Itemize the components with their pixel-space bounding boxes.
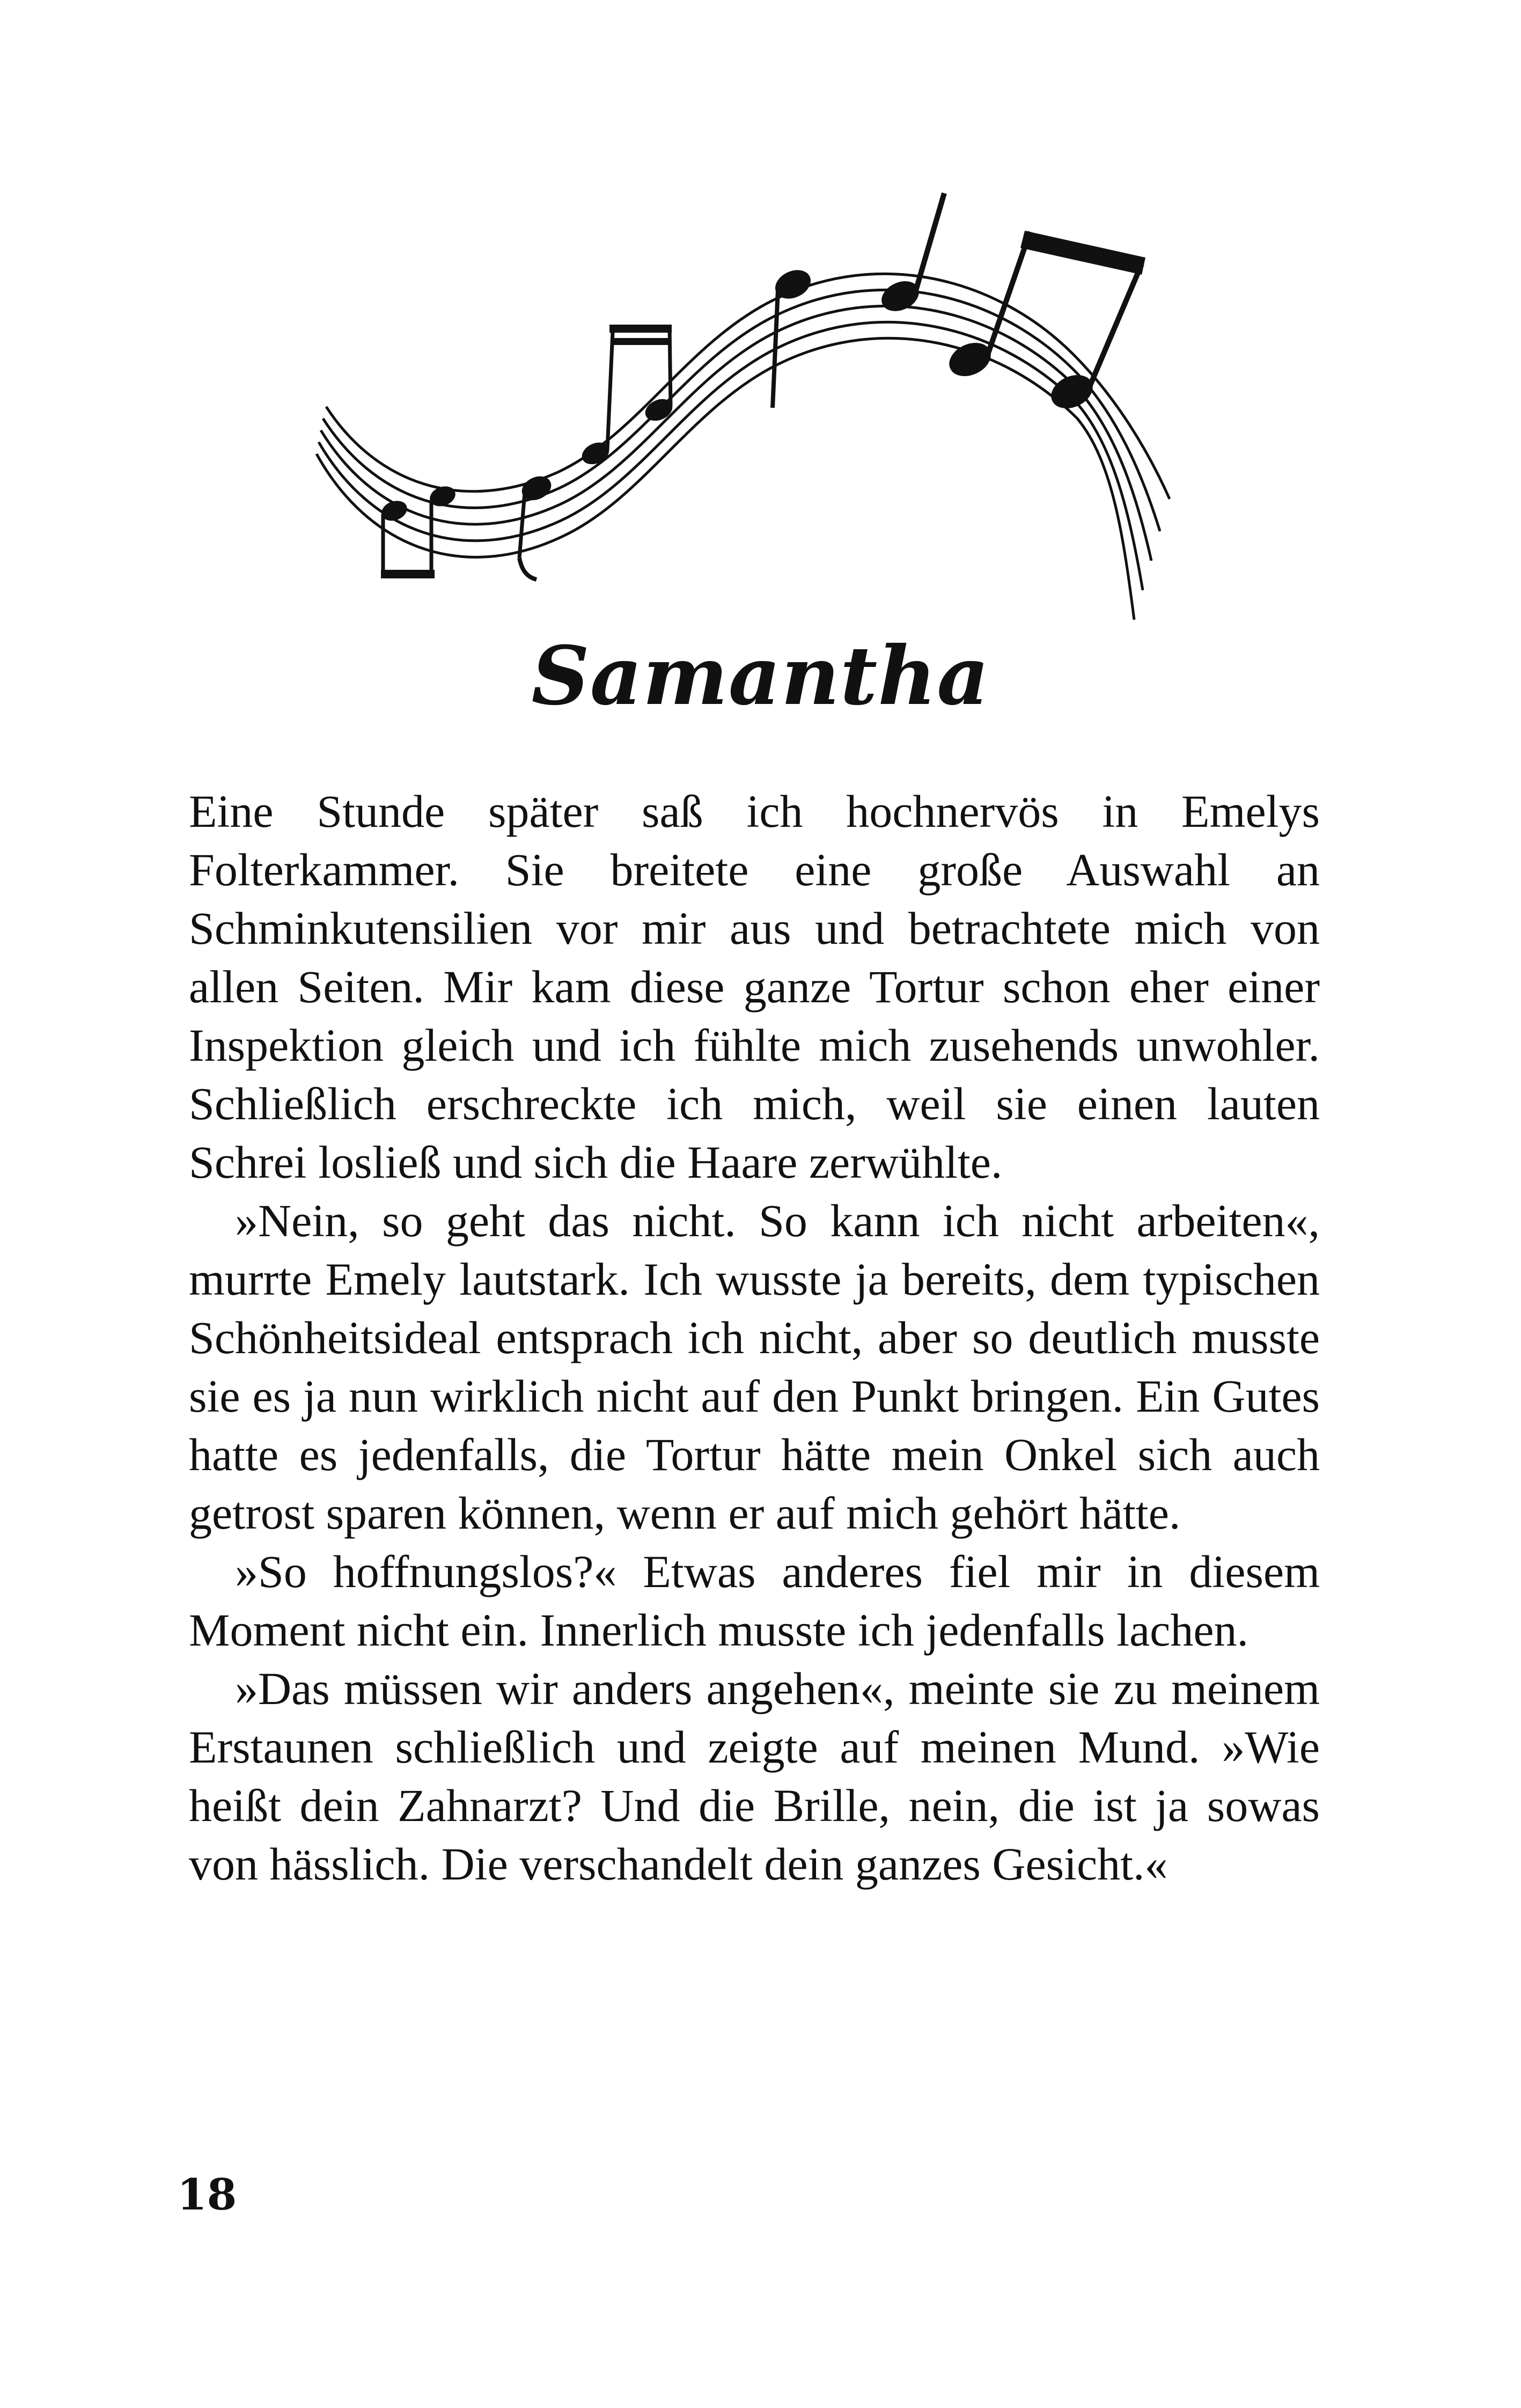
page-number: 18 (177, 2169, 237, 2220)
chapter-title: Samantha (531, 629, 990, 723)
notes (379, 193, 1145, 579)
music-staff-with-notes-icon (311, 182, 1213, 622)
paragraph: Eine Stunde später saß ich hochnervös in Emelys Folterkammer. Sie breitete eine große Auswahl an Schminkutensilien vor mir aus und betrachtete mich von allen Seiten. Mir kam diese ganze Tortur schon eher einer Inspektion gleich und ich fühlte mich zusehends unwohler. Schließlich erschreckte ich mich, weil sie einen lauten Schrei losließ und sich die Haare zerwühlte. (189, 785, 1320, 1188)
paragraph: »Das müssen wir anders angehen«, meinte sie zu meinem Erstaunen schließlich und zeigte auf meinen Mund. »Wie heißt dein Zahnarzt? Und die Brille, nein, die ist ja sowas von hässlich. Die verschandelt dein ganzes Gesicht.« (189, 1663, 1320, 1890)
paragraph: »Nein, so geht das nicht. So kann ich nicht arbeiten«, murrte Emely lautstark. Ich wusste ja bereits, dem typischen Schönheitsideal entsprach ich nicht, aber so deutlich musste sie es ja nun wirklich nicht auf den Punkt bringen. Ein Gutes hatte es jedenfalls, die Tortur hätte mein Onkel sich auch getrost sparen können, wenn er auf mich gehört hätte. (189, 1195, 1320, 1539)
staff-lines (317, 274, 1170, 620)
paragraph: »So hoffnungslos?« Etwas anderes fiel mir in diesem Moment nicht ein. Innerlich musste ich jedenfalls lachen. (189, 1546, 1320, 1656)
body-text (189, 782, 1320, 1893)
